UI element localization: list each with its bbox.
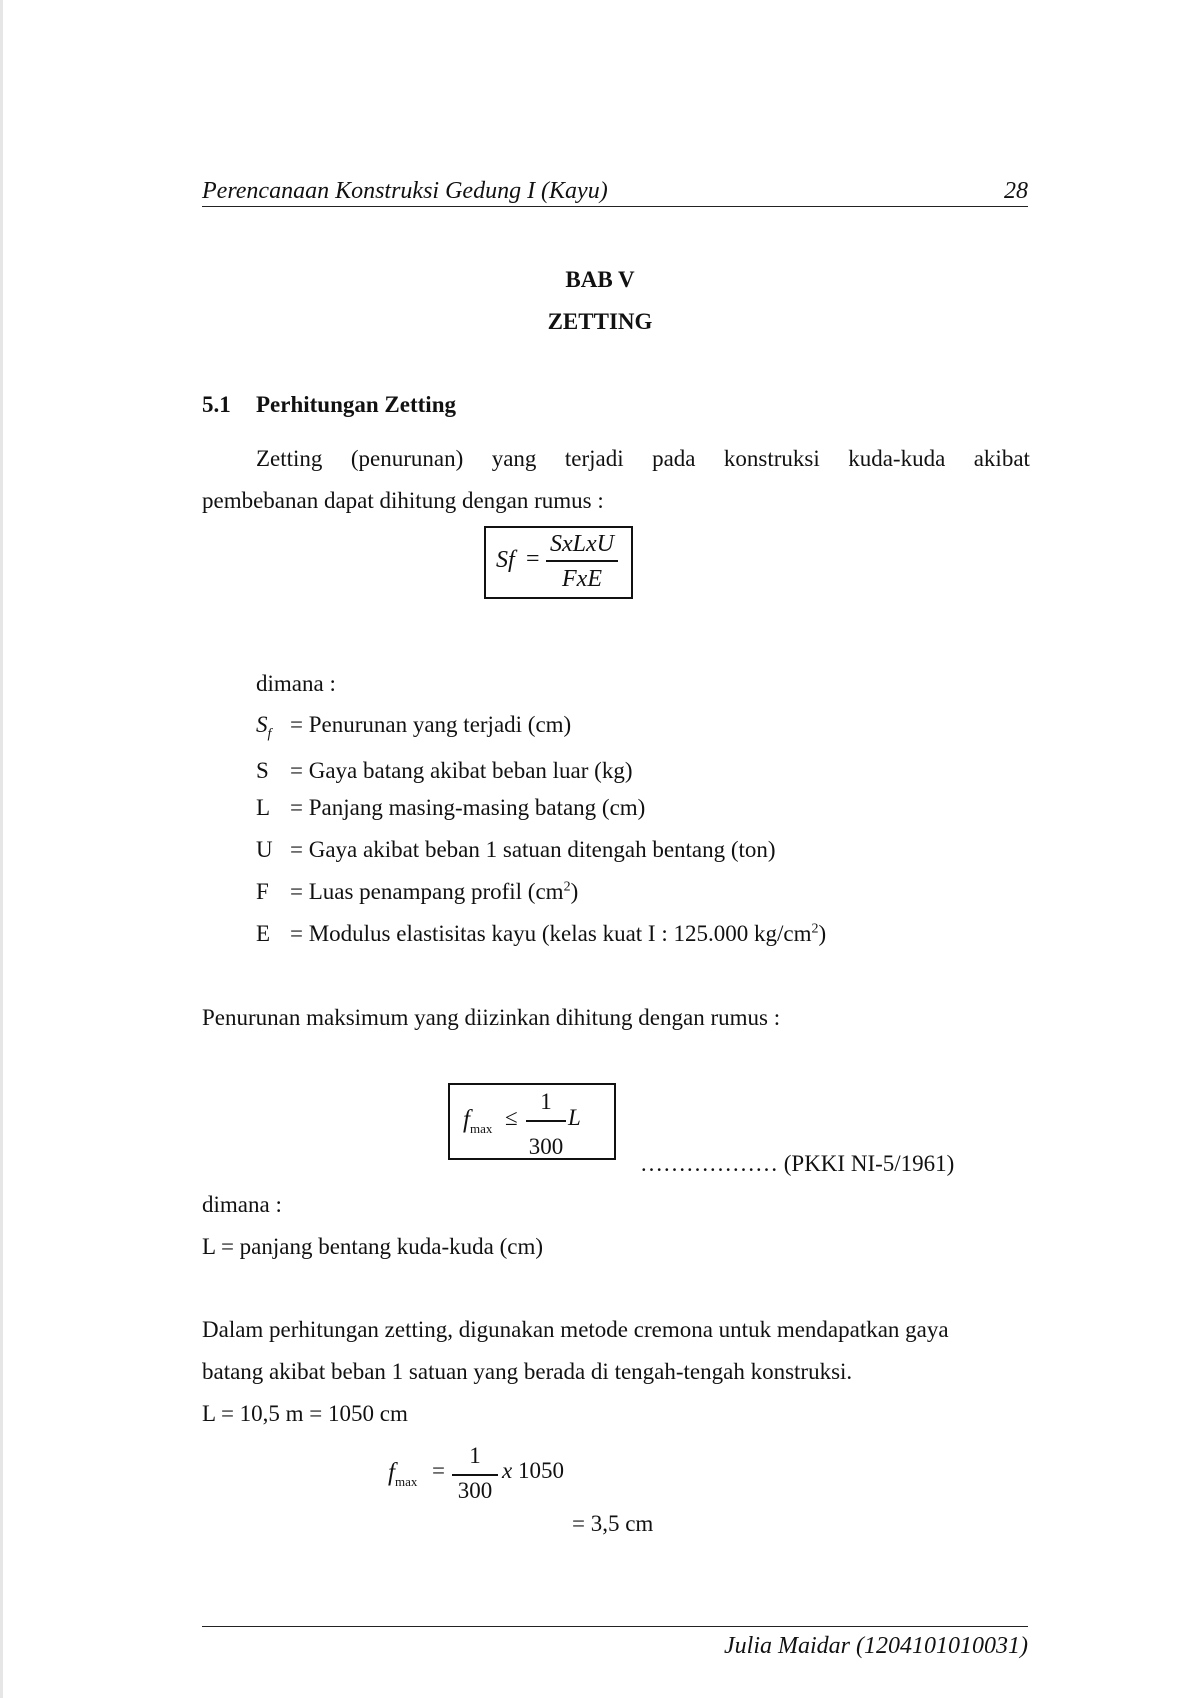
chapter-label: BAB V: [565, 267, 635, 292]
where2-label: dimana :: [202, 1192, 282, 1217]
section-title: Perhitungan Zetting: [256, 392, 456, 417]
symbol-e: E: [256, 921, 271, 946]
calc-f: $f_{max}$: [388, 1459, 418, 1489]
formula2-reference: ……………… (PKKI NI-5/1961): [640, 1151, 955, 1176]
def-l: = Panjang masing-masing batang (cm): [290, 795, 646, 820]
intro-word: (penurunan): [350, 446, 464, 471]
page-number: 28: [1004, 178, 1028, 204]
calc-fraction-bar: [452, 1474, 498, 1476]
intro-word: Zetting: [256, 446, 323, 471]
def-u: = Gaya akibat beban 1 satuan ditengah bentang (ton): [290, 837, 776, 862]
intro-word: kuda-kuda: [848, 446, 946, 471]
def-s: = Gaya batang akibat beban luar (kg): [290, 758, 633, 783]
symbol-f: F: [256, 879, 269, 904]
section-number: 5.1: [202, 392, 231, 417]
para-line-3: L = 10,5 m = 1050 cm: [202, 1401, 408, 1426]
calc-numerator: 1: [469, 1443, 481, 1468]
footer-rule: [202, 1626, 1028, 1627]
formula1-lhs: Sf: [496, 547, 515, 573]
formula2-var: L: [568, 1105, 581, 1130]
formula1-denominator: FxE: [562, 566, 602, 592]
footer-author: Julia Maidar (1204101010031): [724, 1633, 1028, 1659]
intro-word: pada: [652, 446, 696, 471]
def-sf: = Penurunan yang terjadi (cm): [290, 712, 572, 737]
where1-label: dimana :: [256, 671, 336, 696]
formula2-f: $f_{max}$: [463, 1106, 493, 1136]
formula1-fraction-bar: [546, 560, 618, 562]
formula2-numerator: 1: [540, 1089, 552, 1114]
symbol-u: U: [256, 837, 273, 862]
symbol-l: L: [256, 795, 271, 820]
formula1-equals: =: [526, 546, 540, 572]
intro-line-1: [256, 445, 1030, 473]
where2-line: L = panjang bentang kuda-kuda (cm): [202, 1234, 544, 1259]
formula2-fraction-bar: [526, 1120, 566, 1122]
formula2-denominator: 300: [528, 1134, 564, 1159]
calc-value: 1050: [518, 1458, 564, 1483]
symbol-sf: $S_f$: [256, 712, 272, 742]
def-f: = Luas penampang profil $(cm^2)$: [290, 879, 579, 904]
intro-word: konstruksi: [723, 446, 820, 471]
running-header: [202, 178, 1028, 207]
page-edge: [0, 0, 3, 1698]
calc-equals: =: [432, 1458, 445, 1483]
intro-word: akibat: [973, 446, 1030, 471]
header-title: Perencanaan Konstruksi Gedung I (Kayu): [202, 178, 608, 204]
symbol-s: S: [256, 758, 269, 783]
chapter-title: ZETTING: [547, 309, 653, 334]
para-line-1: Dalam perhitungan zetting, digunakan metode cremona untuk mendapatkan gaya: [202, 1317, 949, 1342]
intro-word: yang: [491, 446, 537, 471]
para-line-2: batang akibat beban 1 satuan yang berada di tengah-tengah konstruksi.: [202, 1359, 853, 1384]
calc-times: x: [502, 1458, 513, 1483]
calc-result: = 3,5 cm: [572, 1511, 654, 1536]
formula1-numerator: SxLxU: [550, 531, 614, 557]
formula2-relation: ≤: [505, 1105, 518, 1130]
calc-denominator: 300: [457, 1478, 493, 1503]
intro-word: terjadi: [564, 446, 624, 471]
max-text: Penurunan maksimum yang diizinkan dihitung dengan rumus :: [202, 1005, 781, 1030]
intro-line-2: pembebanan dapat dihitung dengan rumus :: [202, 488, 604, 513]
def-e: = Modulus elastisitas kayu (kelas kuat I : 125.000 $kg/cm^2$): [290, 921, 827, 946]
